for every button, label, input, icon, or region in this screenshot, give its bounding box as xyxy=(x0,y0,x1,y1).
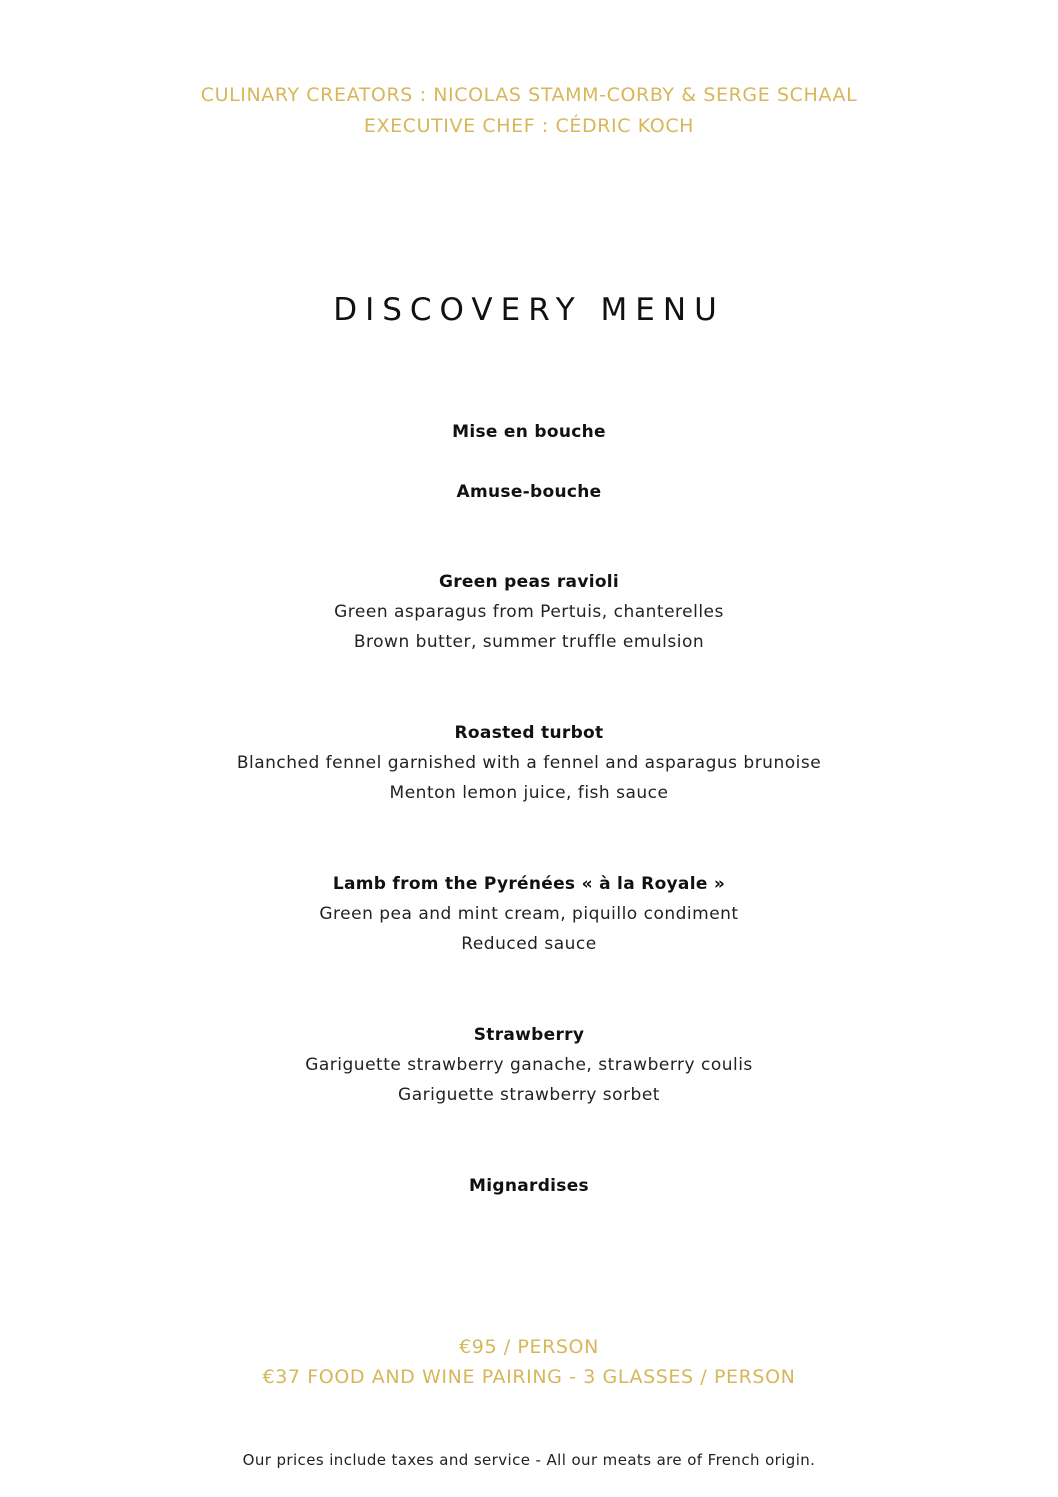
course-roasted-turbot xyxy=(0,718,1058,808)
course-description: Gariguette strawberry sorbet xyxy=(398,1085,660,1105)
course-strawberry xyxy=(0,1020,1058,1110)
menu-title: DISCOVERY MENU xyxy=(333,292,725,328)
course-description: Gariguette strawberry ganache, strawberry coulis xyxy=(305,1055,753,1075)
course-description: Menton lemon juice, fish sauce xyxy=(389,783,669,803)
course-description: Reduced sauce xyxy=(461,934,597,954)
course-name: Amuse-bouche xyxy=(456,482,602,502)
culinary-creators-line: CULINARY CREATORS : NICOLAS STAMM-CORBY & SERGE SCHAAL xyxy=(200,84,858,106)
course-name: Roasted turbot xyxy=(454,723,604,743)
course-name: Mignardises xyxy=(469,1176,589,1196)
course-name: Strawberry xyxy=(473,1025,585,1045)
course-amuse-bouche xyxy=(0,477,1058,507)
price-per-person: €95 / PERSON xyxy=(459,1336,599,1358)
course-lamb xyxy=(0,869,1058,959)
course-mignardises xyxy=(0,1171,1058,1201)
course-name: Green peas ravioli xyxy=(438,572,620,592)
pricing-block xyxy=(0,1332,1058,1392)
course-name: Lamb from the Pyrénées « à la Royale » xyxy=(332,874,726,894)
footer-note: Our prices include taxes and service - All our meats are of French origin. xyxy=(242,1451,816,1469)
credits-header xyxy=(0,80,1058,142)
course-name: Mise en bouche xyxy=(452,422,606,442)
course-mise-en-bouche xyxy=(0,417,1058,447)
course-description: Green pea and mint cream, piquillo condiment xyxy=(319,904,739,924)
course-description: Brown butter, summer truffle emulsion xyxy=(353,632,705,652)
wine-pairing-price: €37 FOOD AND WINE PAIRING - 3 GLASSES / PERSON xyxy=(262,1366,796,1388)
course-description: Green asparagus from Pertuis, chanterelles xyxy=(334,602,724,622)
executive-chef-line: EXECUTIVE CHEF : CÉDRIC KOCH xyxy=(363,115,695,137)
course-description: Blanched fennel garnished with a fennel and asparagus brunoise xyxy=(236,753,822,773)
course-green-peas-ravioli xyxy=(0,567,1058,657)
